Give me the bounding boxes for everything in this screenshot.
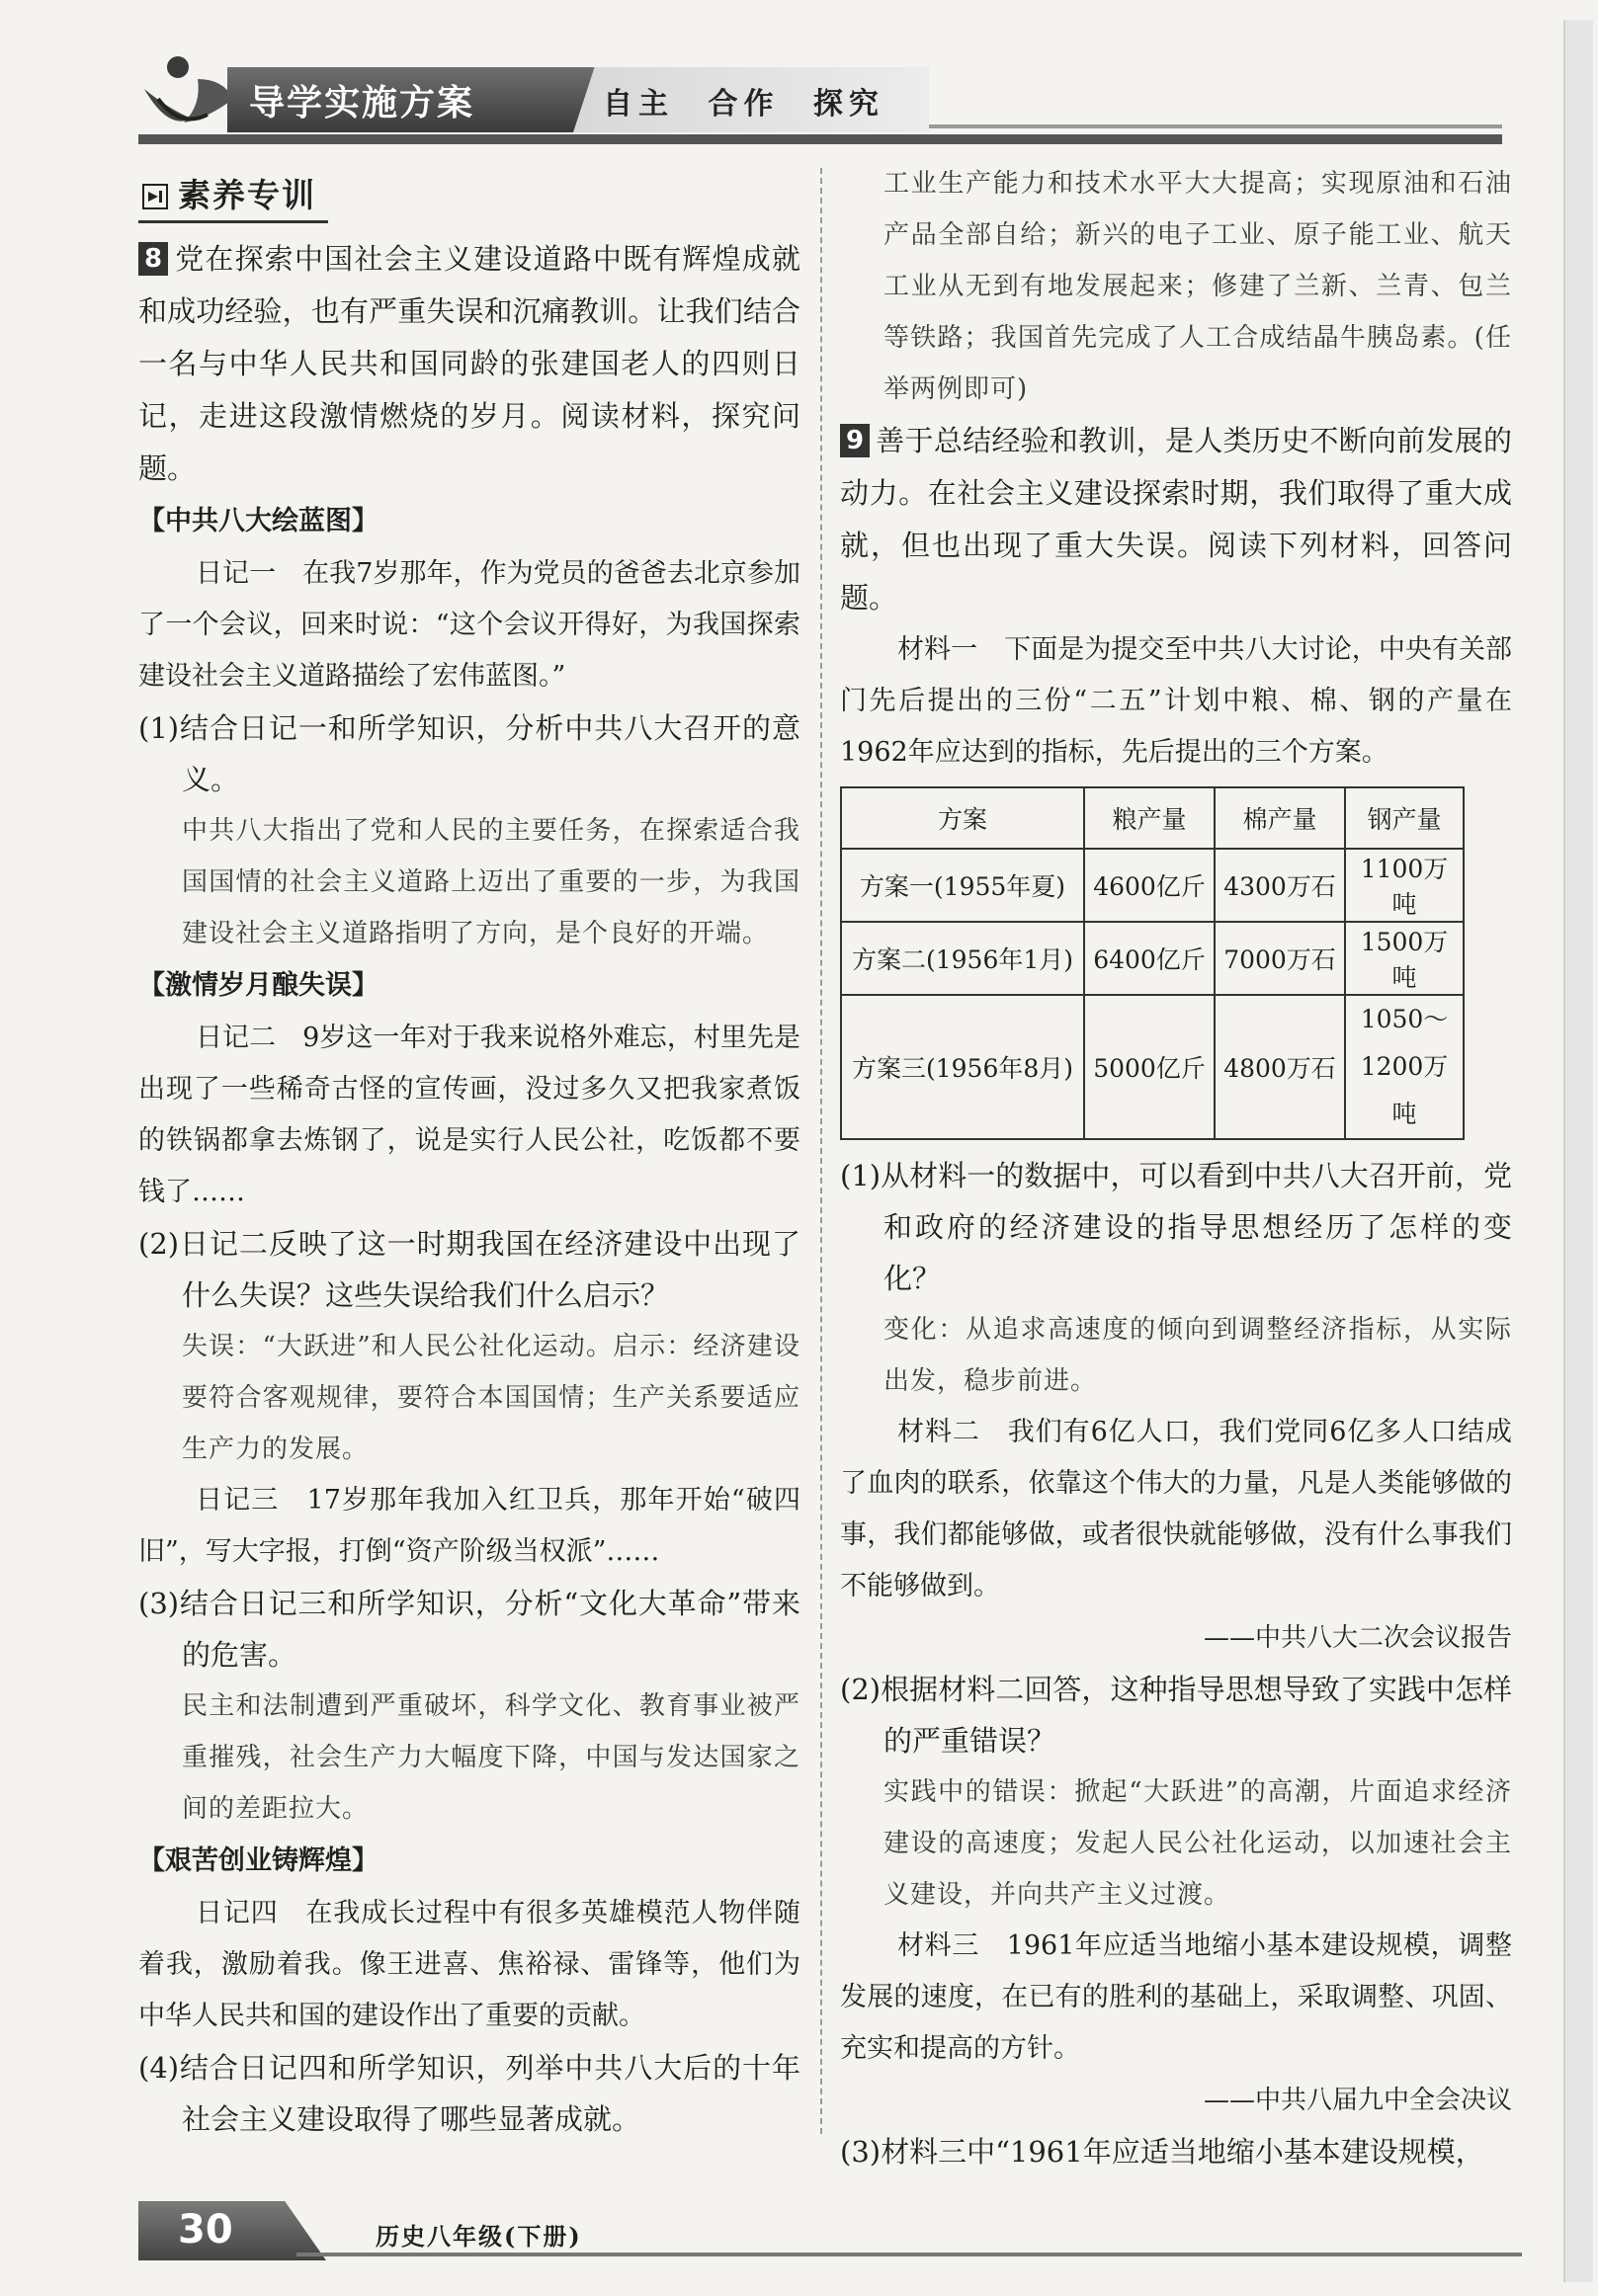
q8-tag-1: 【中共八大绘蓝图】 (138, 506, 378, 536)
column-divider (820, 168, 822, 2134)
header-rule-thin (929, 124, 1502, 128)
q8-diary-3: 日记三 17岁那年我加入红卫兵，那年开始“破四旧”，写大字报，打倒“资产阶级当权派”…… (138, 1485, 800, 1567)
table-row (841, 849, 1464, 922)
header-subtitle: 自主 合作 探究 (603, 87, 884, 122)
q8-diary-4: 日记四 在我成长过程中有很多英雄模范人物伴随着我，激励着我。像王进喜、焦裕禄、雷锋等，他们为中华人民共和国的建设作出了重要的贡献。 (138, 1898, 800, 2031)
left-column (138, 168, 800, 2145)
table-cell: 6400亿斤 (1084, 922, 1215, 995)
q8-answer-4: 工业生产能力和技术水平大大提高；实现原油和石油产品全部自给；新兴的电子工业、原子能工业、航天工业从无到有地发展起来；修建了兰新、兰青、包兰等铁路；我国首先完成了人工合成结晶牛胰岛素。(任举两例即可) (883, 169, 1512, 404)
table-cell: 方案一(1955年夏) (841, 849, 1084, 922)
table-cell: 4300万石 (1215, 849, 1345, 922)
q9-subquestion-3: (3)材料三中“1961年应适当地缩小基本建设规模， (840, 2135, 1484, 2169)
page-footer (138, 2201, 1522, 2260)
question-8-text: 党在探索中国社会主义建设道路中既有辉煌成就和成功经验，也有严重失误和沉痛教训。让我们结合一名与中华人民共和国同龄的张建国老人的四则日记，走进这段激情燃烧的岁月。阅读材料，探究问题。 (138, 242, 800, 485)
table-row (841, 922, 1464, 995)
table-cell: 5000亿斤 (1084, 995, 1215, 1139)
q9-subquestion-1: (1)从材料一的数据中，可以看到中共八大召开前，党和政府的经济建设的指导思想经历了怎样的变化？ (840, 1159, 1512, 1295)
plan-table (840, 786, 1465, 1140)
q8-answer-1: 中共八大指出了党和人民的主要任务，在探索适合我国国情的社会主义道路上迈出了重要的一步，为我国建设社会主义道路指明了方向，是个良好的开端。 (182, 816, 800, 948)
table-row (841, 995, 1464, 1139)
table-cell: 4600亿斤 (1084, 849, 1215, 922)
table-header-cell: 钢产量 (1345, 787, 1464, 849)
question-8-number: 8 (138, 242, 168, 276)
q9-source-2: ——中共八大二次会议报告 (1203, 1623, 1512, 1653)
header-title: 导学实施方案 (249, 83, 475, 123)
q9-source-3: ——中共八届九中全会决议 (1203, 2086, 1512, 2115)
table-cell: 4800万石 (1215, 995, 1345, 1139)
page-header (138, 40, 1502, 138)
arrow-right-icon (142, 184, 168, 209)
section-title-text: 素养专训 (178, 176, 316, 214)
right-column (840, 158, 1512, 2177)
reader-logo-icon (138, 49, 237, 138)
q8-answer-3: 民主和法制遭到严重破坏，科学文化、教育事业被严重摧残，社会生产力大幅度下降，中国与发达国家之间的差距拉大。 (182, 1691, 800, 1824)
q8-subquestion-1: (1)结合日记一和所学知识，分析中共八大召开的意义。 (138, 711, 800, 796)
table-cell: 1050～1200万吨 (1345, 995, 1464, 1139)
question-9-stem (840, 415, 1512, 624)
footer-rule (296, 2253, 1522, 2256)
q9-material-3: 材料三 1961年应适当地缩小基本建设规模，调整发展的速度，在已有的胜利的基础上，采取调整、巩固、充实和提高的方针。 (840, 1930, 1512, 2064)
question-9-text: 善于总结经验和教训，是人类历史不断向前发展的动力。在社会主义建设探索时期，我们取得了重大成就，但也出现了重大失误。阅读下列材料，回答问题。 (840, 424, 1512, 615)
book-title: 历史八年级(下册) (376, 2222, 582, 2251)
q8-answer-2: 失误：“大跃进”和人民公社化运动。启示：经济建设要符合客观规律，要符合本国国情；生产关系要适应生产力的发展。 (182, 1332, 800, 1464)
q9-material-2: 材料二 我们有6亿人口，我们党同6亿多人口结成了血肉的联系，依靠这个伟大的力量，凡是人类能够做的事，我们都能够做，或者很快就能够做，没有什么事我们不能够做到。 (840, 1417, 1512, 1601)
q8-diary-1: 日记一 在我7岁那年，作为党员的爸爸去北京参加了一个会议，回来时说：“这个会议开得好，为我国探索建设社会主义道路描绘了宏伟蓝图。” (138, 558, 800, 692)
page-number: 30 (178, 2207, 233, 2253)
q8-diary-2: 日记二 9岁这一年对于我来说格外难忘，村里先是出现了一些稀奇古怪的宣传画，没过多久又把我家煮饭的铁锅都拿去炼钢了，说是实行人民公社，吃饭都不要钱了…… (138, 1023, 800, 1207)
table-cell: 方案二(1956年1月) (841, 922, 1084, 995)
q8-tag-3: 【艰苦创业铸辉煌】 (138, 1845, 378, 1876)
table-cell: 1100万吨 (1345, 849, 1464, 922)
q9-answer-1: 变化：从追求高速度的倾向到调整经济指标，从实际出发，稳步前进。 (883, 1315, 1512, 1396)
q8-tag-2: 【激情岁月酿失误】 (138, 970, 378, 1001)
table-header-cell: 方案 (841, 787, 1084, 849)
section-title (138, 168, 328, 223)
table-cell: 1500万吨 (1345, 922, 1464, 995)
page-edge-strip (1563, 20, 1593, 2282)
table-cell: 7000万石 (1215, 922, 1345, 995)
question-9-number: 9 (840, 424, 870, 457)
q8-subquestion-4: (4)结合日记四和所学知识，列举中共八大后的十年社会主义建设取得了哪些显著成就。 (138, 2051, 800, 2136)
q9-answer-2: 实践中的错误：掀起“大跃进”的高潮，片面追求经济建设的高速度；发起人民公社化运动，以加速社会主义建设，并向共产主义过渡。 (883, 1777, 1512, 1910)
q9-subquestion-2: (2)根据材料二回答，这种指导思想导致了实践中怎样的严重错误？ (840, 1673, 1512, 1758)
table-header-row (841, 787, 1464, 849)
table-cell: 方案三(1956年8月) (841, 995, 1084, 1139)
question-8-stem (138, 233, 800, 495)
table-header-cell: 粮产量 (1084, 787, 1215, 849)
table-header-cell: 棉产量 (1215, 787, 1345, 849)
header-rule (138, 134, 1502, 144)
q8-subquestion-3: (3)结合日记三和所学知识，分析“文化大革命”带来的危害。 (138, 1587, 800, 1672)
q9-material-1: 材料一 下面是为提交至中共八大讨论，中央有关部门先后提出的三份“二五”计划中粮、棉、钢的产量在1962年应达到的指标，先后提出的三个方案。 (840, 634, 1512, 768)
q8-subquestion-2: (2)日记二反映了这一时期我国在经济建设中出现了什么失误？这些失误给我们什么启示？ (138, 1227, 800, 1312)
